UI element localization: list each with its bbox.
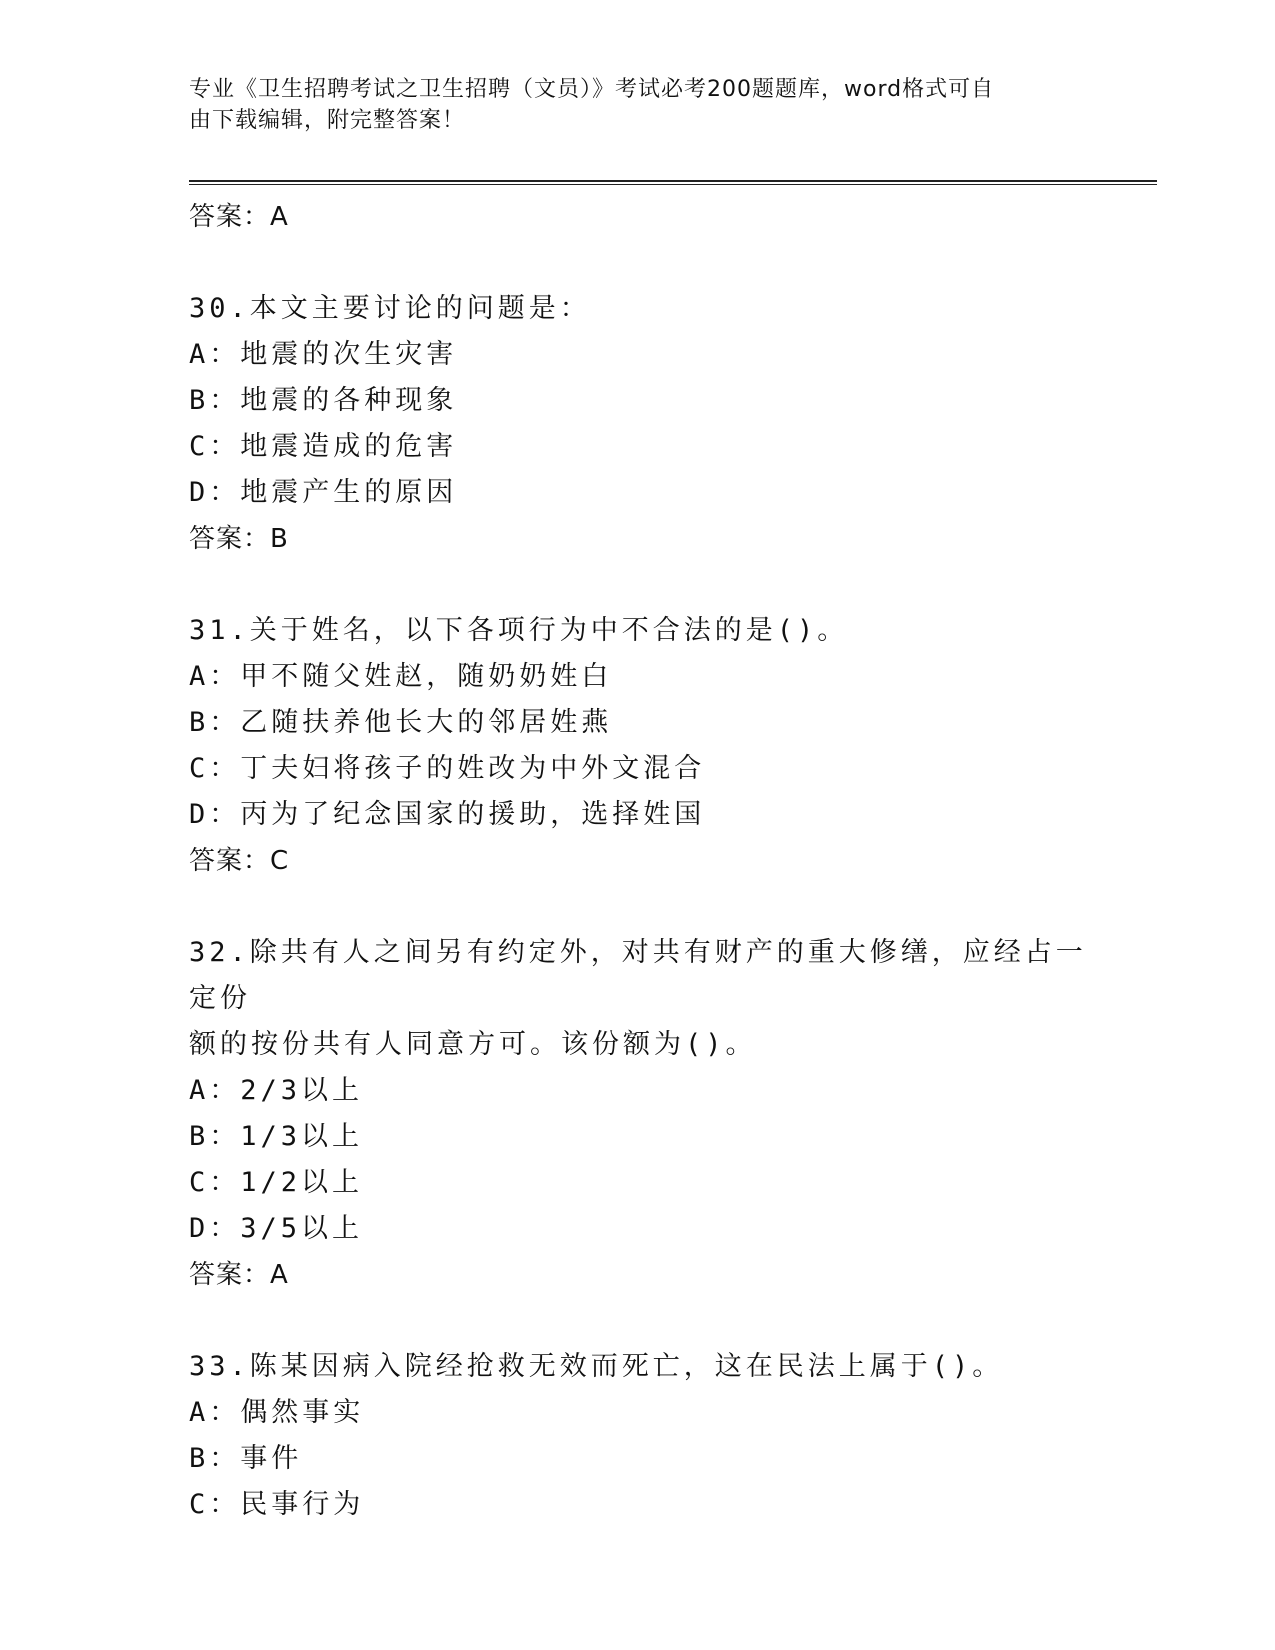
option-c: C：民事行为 — [189, 1489, 365, 1520]
header-line-1: 专业《卫生招聘考试之卫生招聘（文员）》考试必考200题题库，word格式可自 — [189, 77, 995, 102]
document-header — [189, 74, 1069, 136]
option-d: D：3/5以上 — [189, 1213, 364, 1244]
question-answer: 答案：B — [189, 524, 289, 554]
option-c: C：地震造成的危害 — [189, 431, 458, 462]
option-a: A：甲不随父姓赵，随奶奶姓白 — [189, 661, 613, 692]
spacer — [189, 562, 1089, 608]
option-a: A：2/3以上 — [189, 1075, 364, 1106]
header-divider-thick — [189, 180, 1157, 182]
header-divider-thin — [189, 184, 1157, 185]
question-30 — [189, 286, 1089, 562]
question-stem-line-2: 额的按份共有人同意方可。该份额为()。 — [189, 1029, 757, 1060]
option-d: D：丙为了纪念国家的援助，选择姓国 — [189, 799, 706, 830]
question-answer: 答案：C — [189, 846, 290, 876]
question-33 — [189, 1344, 1089, 1528]
header-line-2: 由下载编辑，附完整答案！ — [189, 108, 466, 133]
option-b: B：乙随扶养他长大的邻居姓燕 — [189, 707, 613, 738]
option-a: A：地震的次生灾害 — [189, 339, 458, 370]
question-stem: 33.陈某因病入院经抢救无效而死亡，这在民法上属于()。 — [189, 1351, 1004, 1382]
option-d: D：地震产生的原因 — [189, 477, 458, 508]
spacer — [189, 884, 1089, 930]
spacer — [189, 240, 1089, 286]
option-c: C：1/2以上 — [189, 1167, 364, 1198]
question-31 — [189, 608, 1089, 884]
option-b: B：事件 — [189, 1443, 303, 1474]
option-b: B：1/3以上 — [189, 1121, 364, 1152]
option-b: B：地震的各种现象 — [189, 385, 458, 416]
question-stem: 31.关于姓名，以下各项行为中不合法的是()。 — [189, 615, 849, 646]
question-stem-line-1: 32.除共有人之间另有约定外，对共有财产的重大修缮，应经占一定份 — [189, 937, 1087, 1014]
option-c: C：丁夫妇将孩子的姓改为中外文混合 — [189, 753, 706, 784]
answer-previous: 答案：A — [189, 202, 289, 232]
question-list — [189, 194, 1089, 1528]
question-32 — [189, 930, 1089, 1298]
question-answer: 答案：A — [189, 1260, 289, 1290]
spacer — [189, 1298, 1089, 1344]
question-stem: 30.本文主要讨论的问题是： — [189, 293, 591, 324]
option-a: A：偶然事实 — [189, 1397, 365, 1428]
